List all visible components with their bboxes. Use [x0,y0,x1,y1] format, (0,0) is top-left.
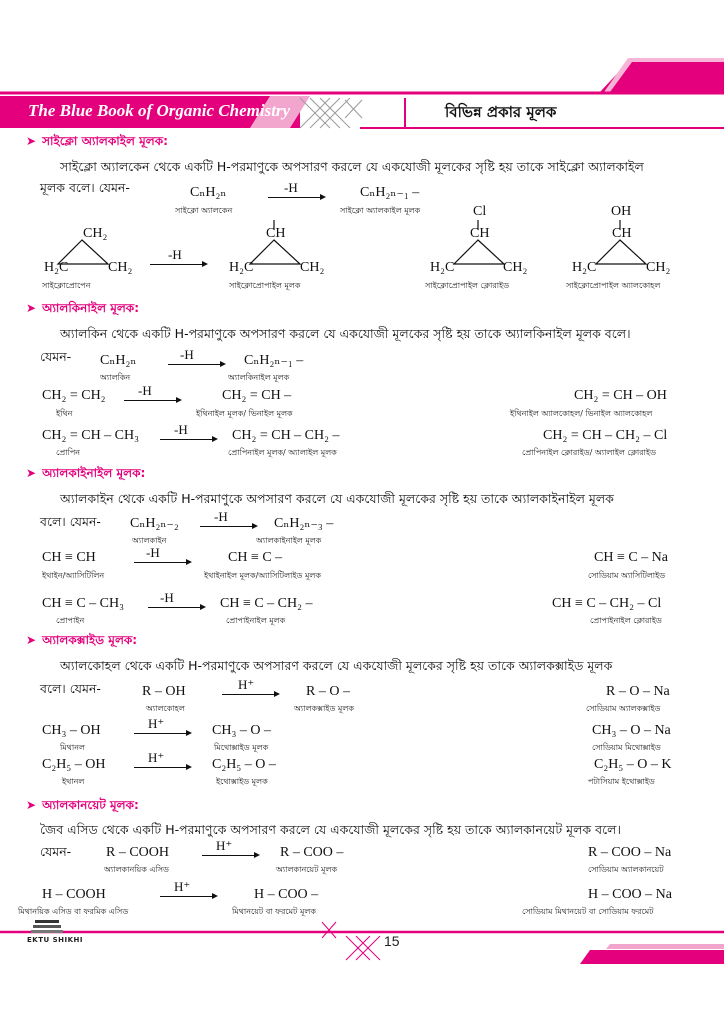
reaction-arrow-icon [268,197,324,198]
alkoxide-desc-1: অ্যালকোহল থেকে একটি H-পরমাণুকে অপসারণ করলে যে একযোজী মূলকের সৃষ্টি হয় তাকে অ্যালকক্সাইড মূলক [60,658,613,673]
alkynyl-r1-derivative-label: সোডিয়াম অ্যাসিটিলাইড [588,571,666,580]
alkenyl-desc-1: অ্যালকিন থেকে একটি H-পরমাণুকে অপসারণ করলে যে একযোজী মূলকের সৃষ্টি হয় তাকে অ্যালকিনাইল মূলক বলে। [60,326,631,341]
ring2-h2c: H₂C [229,260,254,275]
alkoxide-r2-condition: H⁺ [148,750,165,765]
reaction-arrow-icon [160,439,216,440]
alkynyl-r1-product-label: ইথাইনাইল মূলক/অ্যাসিটিলাইড মূলক [204,571,321,580]
alkoxide-r0-derivative: R – O – Na [606,684,670,699]
alkanoate-r1-product-label: মিথানয়েট বা ফরমেট মূলক [232,907,316,916]
alkoxide-r2-reactant: C₂H₅ – OH [42,757,106,772]
cyclopropyl-alcohol-label: সাইক্লোপ্রোপাইল অ্যালকোহল [566,281,661,290]
alkoxide-r2-derivative: C₂H₅ – O – K [594,757,672,772]
alkynyl-r1-reactant: CH ≡ CH [42,550,96,565]
alkenyl-r2-derivative: CH₂ = CH – CH₂ – Cl [543,428,668,443]
alkoxide-r1-product: CH₃ – O – [212,723,271,738]
alkanoate-r1-derivative-label: সোডিয়াম মিথানয়েট বা সোডিয়াম ফরমেট [522,907,654,916]
alkoxide-r1-reactant-label: মিথানল [60,743,85,752]
cyclo-gen-reactant: CₙH₂ₙ [190,185,227,200]
alkenyl-r0-product-label: অ্যালকিনাইল মূলক [228,373,290,382]
ring1-ch2: CH₂ [83,226,108,241]
triangle-bullet-icon: ➤ [26,134,37,148]
cyclo-gen-reactant-label: সাইক্লো অ্যালকেন [175,206,233,215]
cyclo-gen-condition: -H [284,180,298,195]
alkynyl-r0-condition: -H [214,509,228,524]
reaction-arrow-icon [134,562,190,563]
alkoxide-r2-derivative-label: পটাসিয়াম ইথোক্সাইড [588,777,655,786]
alkanoate-eg: যেমন- [40,844,72,859]
cyclopropyl-label: সাইক্লোপ্রোপাইল মূলক [229,281,301,290]
alkenyl-r0-reactant-label: অ্যালকিন [100,373,131,382]
book-title: The Blue Book of Organic Chemistry [28,101,291,120]
alkoxide-r0-derivative-label: সোডিয়াম অ্যালকক্সাইড [586,704,661,713]
alkoxide-r0-product: R – O – [306,684,350,699]
alkynyl-r2-reactant: CH ≡ C – CH₃ [42,596,125,611]
cyclopropyl-chloride-label: সাইক্লোপ্রোপাইল ক্লোরাইড [425,281,510,290]
alkynyl-r1-condition: -H [146,545,160,560]
ring4-ch2: CH₂ [646,260,671,275]
topic-title: বিভিন্ন প্রকার মূলক [445,103,557,121]
alkanoate-r1-reactant: H – COOH [42,887,106,902]
alkynyl-desc-2: বলে। যেমন- [40,514,101,529]
alkoxide-r1-derivative-label: সোডিয়াম মিথোক্সাইড [592,743,661,752]
cyclopropane-label: সাইক্লোপ্রোপেন [42,281,91,290]
alkoxide-r0-reactant-label: অ্যালকোহল [146,704,185,713]
ring1-ch2-right: CH₂ [108,260,133,275]
triangle-bullet-icon: ➤ [26,466,37,480]
ring3-h2c: H₂C [430,260,455,275]
reaction-arrow-icon [124,400,180,401]
alkenyl-r1-product: CH₂ = CH – [222,388,292,403]
triangle-bullet-icon: ➤ [26,301,37,315]
alkynyl-r2-condition: -H [160,590,174,605]
alkenyl-r2-derivative-label: প্রোপিনাইল ক্লোরাইড/ অ্যালাইল ক্লোরাইড [522,448,656,457]
alkynyl-r0-reactant: CₙH₂ₙ₋₂ [130,516,179,531]
alkanoate-r0-condition: H⁺ [216,838,233,853]
alkoxide-r0-product-label: অ্যালকক্সাইড মূলক [294,704,354,713]
reaction-arrow-icon [222,694,278,695]
alkoxide-r1-condition: H⁺ [148,716,165,731]
alkynyl-r2-product: CH ≡ C – CH₂ – [220,596,313,611]
alkynyl-r1-reactant-label: ইথাইন/অ্যাসিটিলিন [42,571,105,580]
alkanoate-r0-product: R – COO – [280,845,344,860]
alkenyl-r1-derivative-label: ইথিনাইল অ্যালকোহল/ ভিনাইল অ্যালকোহল [510,409,653,418]
ring3-ch: CH [470,226,490,241]
alkynyl-r2-reactant-label: প্রোপাইন [56,616,85,625]
alkynyl-r2-product-label: প্রোপাইনাইল মূলক [226,616,286,625]
alkynyl-r2-derivative: CH ≡ C – CH₂ – Cl [552,596,662,611]
triangle-bullet-icon: ➤ [26,798,37,812]
footer-brand: EKTU SHIKHI [27,936,83,944]
alkenyl-r1-reactant-label: ইথিন [56,409,73,418]
alkoxide-desc-2: বলে। যেমন- [40,681,101,696]
alkoxide-r0-condition: H⁺ [238,677,255,692]
triangle-bullet-icon: ➤ [26,633,37,647]
cycloalkyl-desc-2: মূলক বলে। যেমন- [40,180,130,195]
ring4-oh: OH [611,204,632,219]
section-heading-alkynyl: ➤ অ্যালকাইনাইল মূলক: [26,466,146,480]
alkynyl-r0-product: CₙH₂ₙ₋₃ – [274,516,334,531]
alkoxide-r2-reactant-label: ইথানল [62,777,85,786]
alkanoate-r0-product-label: অ্যালকানয়েট মূলক [276,865,338,874]
ring2-ch: CH [266,226,286,241]
alkanoate-r1-reactant-label: মিথানয়িক এসিড বা ফরমিক এসিড [18,907,129,916]
alkanoate-desc-1: জৈব এসিড থেকে একটি H-পরমাণুকে অপসারণ করলে যে একযোজী মূলকের সৃষ্টি হয় তাকে অ্যালকানয়েট মূলক বলে। [40,822,621,837]
reaction-arrow-icon [202,855,258,856]
cycloalkyl-desc-1: সাইক্লো অ্যালকেন থেকে একটি H-পরমাণুকে অপসারণ করলে যে একযোজী মূলকের সৃষ্টি হয় তাকে সাইক্লো অ্যালকাইল [60,159,644,174]
alkynyl-r0-reactant-label: অ্যালকাইন [132,536,167,545]
cyclo-condition-2: -H [168,247,182,262]
alkenyl-r2-product: CH₂ = CH – CH₂ – [232,428,340,443]
ektu-shikhi-logo-icon [31,920,63,933]
alkanoate-r0-derivative-label: সোডিয়াম অ্যালকানয়েট [588,865,664,874]
section-heading-alkanoate: ➤ অ্যালকানয়েট মূলক: [26,798,139,812]
ring2-ch2: CH₂ [300,260,325,275]
alkenyl-r0-product: CₙH₂ₙ₋₁ – [244,353,304,368]
ring3-cl: Cl [473,204,487,219]
alkenyl-r2-reactant: CH₂ = CH – CH₃ [42,428,140,443]
alkynyl-r0-product-label: অ্যালকাইনাইল মূলক [256,536,322,545]
ring1-h2c: H₂C [44,260,69,275]
reaction-arrow-icon [134,733,190,734]
alkoxide-r2-product-label: ইথোক্সাইড মূলক [216,777,268,786]
alkenyl-r2-reactant-label: প্রোপিন [56,448,81,457]
reaction-arrow-icon [150,264,206,265]
alkoxide-r1-product-label: মিথোক্সাইড মূলক [214,743,269,752]
reaction-arrow-icon [134,767,190,768]
alkenyl-eg: যেমন- [40,349,72,364]
reaction-arrow-icon [168,364,224,365]
alkenyl-r1-derivative: CH₂ = CH – OH [574,388,667,403]
ring3-ch2: CH₂ [503,260,528,275]
ring4-h2c: H₂C [572,260,597,275]
alkanoate-r1-condition: H⁺ [174,879,191,894]
cyclo-gen-product-label: সাইক্লো অ্যালকাইল মূলক [340,206,421,215]
footer-decoration [0,918,724,1024]
alkoxide-r1-derivative: CH₃ – O – Na [592,723,671,738]
alkynyl-r2-derivative-label: প্রোপাইনাইল ক্লোরাইড [590,616,662,625]
ring4-ch: CH [612,226,632,241]
reaction-arrow-icon [200,526,256,527]
alkenyl-r1-reactant: CH₂ = CH₂ [42,388,106,403]
alkenyl-r2-product-label: প্রোপিনাইল মূলক/ অ্যালাইল মূলক [228,448,337,457]
alkoxide-r2-product: C₂H₅ – O – [212,757,276,772]
alkanoate-r0-reactant-label: অ্যালকানয়িক এসিড [104,865,169,874]
cyclo-gen-product: CₙH₂ₙ₋₁ – [360,185,420,200]
section-heading-alkoxide: ➤ অ্যালকক্সাইড মূলক: [26,633,138,647]
alkanoate-r1-derivative: H – COO – Na [588,887,672,902]
section-heading-alkenyl: ➤ অ্যালকিনাইল মূলক: [26,301,139,315]
alkenyl-r0-reactant: CₙH₂ₙ [100,353,137,368]
page-number: 15 [384,933,400,949]
reaction-arrow-icon [160,896,216,897]
alkoxide-r1-reactant: CH₃ – OH [42,723,101,738]
alkanoate-r0-reactant: R – COOH [106,845,170,860]
alkanoate-r1-product: H – COO – [254,887,319,902]
alkynyl-r1-derivative: CH ≡ C – Na [594,550,669,565]
alkenyl-r1-product-label: ইথিনাইল মূলক/ ভিনাইল মূলক [196,409,293,418]
reaction-arrow-icon [148,607,204,608]
alkenyl-r0-condition: -H [180,347,194,362]
section-heading-cycloalkyl: ➤ সাইক্লো অ্যালকাইল মূলক: [26,134,168,148]
alkenyl-r1-condition: -H [138,383,152,398]
alkynyl-desc-1: অ্যালকাইন থেকে একটি H-পরমাণুকে অপসারণ করলে যে একযোজী মূলকের সৃষ্টি হয় তাকে অ্যালকাইনাইল মূলক [60,491,614,506]
alkenyl-r2-condition: -H [174,422,188,437]
alkanoate-r0-derivative: R – COO – Na [588,845,672,860]
alkoxide-r0-reactant: R – OH [142,684,186,699]
alkynyl-r1-product: CH ≡ C – [228,550,283,565]
